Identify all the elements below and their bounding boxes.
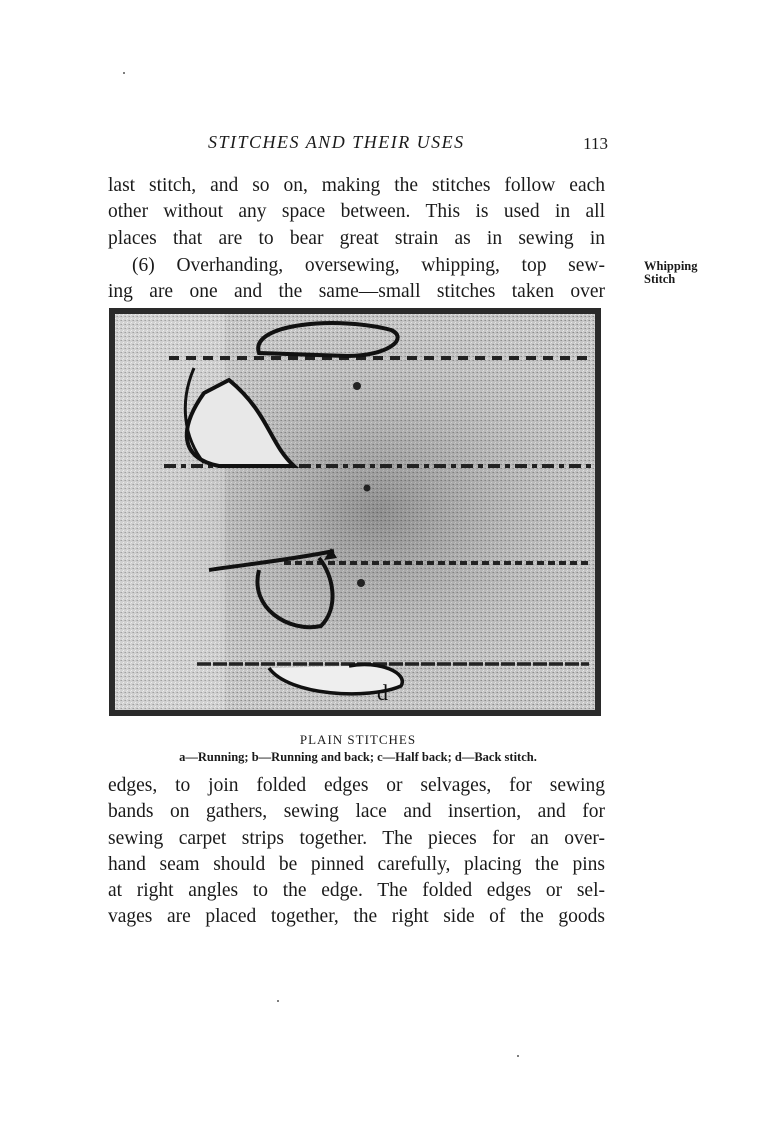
running-title: STITCHES AND THEIR USES bbox=[208, 132, 465, 152]
text-line: places that are to bear great strain as in sewing in bbox=[108, 227, 605, 249]
paragraph-3 bbox=[108, 773, 605, 931]
page-speck bbox=[517, 1055, 519, 1057]
margin-note-line: Stitch bbox=[644, 272, 676, 286]
text-line: hand seam should be pinned carefully, placing the pins bbox=[108, 853, 605, 875]
page-speck bbox=[123, 72, 125, 74]
paragraph-1 bbox=[108, 173, 605, 252]
page-header bbox=[108, 132, 608, 158]
text-line: (6) Overhanding, oversewing, whipping, top sew- bbox=[132, 255, 605, 276]
text-line: vages are placed together, the right side of the goods bbox=[108, 906, 605, 928]
figure-label-d: d bbox=[377, 680, 388, 705]
text-line: ing are one and the same—small stitches taken over bbox=[108, 281, 605, 303]
figure-caption bbox=[108, 732, 608, 765]
text-line: last stitch, and so on, making the stitches follow each bbox=[108, 175, 605, 196]
margin-note bbox=[644, 260, 698, 286]
page-speck bbox=[277, 1000, 279, 1002]
text-line: at right angles to the edge. The folded edges or sel- bbox=[108, 880, 605, 902]
margin-note-line: Whipping bbox=[644, 259, 698, 273]
page-number: 113 bbox=[583, 134, 608, 153]
text-line: bands on gathers, sewing lace and insertion, and for bbox=[108, 801, 605, 823]
stitch-sample-photo bbox=[109, 308, 601, 716]
caption-title: PLAIN STITCHES bbox=[299, 732, 417, 747]
paragraph-2 bbox=[108, 253, 605, 306]
caption-legend: a—Running; b—Running and back; c—Half back; d—Back stitch. bbox=[179, 750, 537, 764]
text-line: other without any space between. This is used in all bbox=[108, 201, 605, 223]
text-line: edges, to join folded edges or selvages, for sewing bbox=[108, 775, 605, 796]
text-line: sewing carpet strips together. The pieces for an over- bbox=[108, 827, 605, 849]
